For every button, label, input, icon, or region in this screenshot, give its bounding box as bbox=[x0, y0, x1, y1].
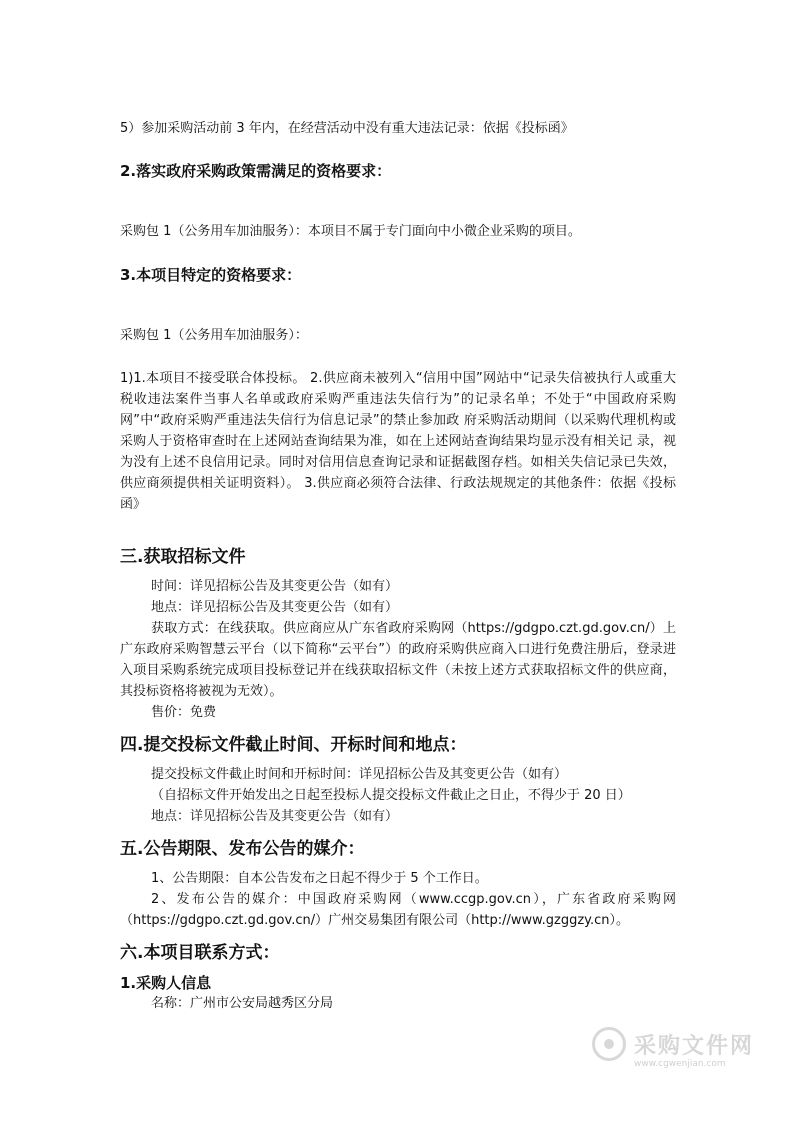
announcement-media: 2、发布公告的媒介：中国政府采购网（www.ccgp.gov.cn），广东省政府采购网（https://gdgpo.czt.gd.gov.cn/）广州交易集团有限公司（http://www.gzggzy.cn）。 bbox=[120, 892, 676, 928]
watermark bbox=[592, 1027, 762, 1073]
announcement-period: 1、公告期限：自本公告发布之日起不得少于 5 个工作日。 bbox=[151, 871, 488, 886]
watermark-logo-icon bbox=[592, 1027, 626, 1061]
get-docs-method: 获取方式：在线获取。供应商应从广东省政府采购网（https://gdgpo.czt.gd.gov.cn/）上广东政府采购智慧云平台（以下简称“云平台”）的政府采购供应商入口进行免费注册后，登录进入项目采购系统完成项目投标登记并在线获取招标文件（未按上述方式获取招标文件的供应商，其投标资格将被视为无效）。 bbox=[120, 621, 676, 699]
submission-note: （自招标文件开始发出之日起至投标人提交投标文件截止之日止，不得少于 20 日） bbox=[151, 788, 631, 803]
contact-heading: 六.本项目联系方式： bbox=[120, 943, 280, 963]
qualification-item-5: 5）参加采购活动前 3 年内，在经营活动中没有重大违法记录：依据《投标函》 bbox=[120, 121, 574, 136]
get-docs-price: 售价：免费 bbox=[151, 705, 217, 720]
purchaser-name: 名称：广州市公安局越秀区分局 bbox=[151, 996, 334, 1011]
get-docs-heading: 三.获取招标文件 bbox=[120, 547, 246, 567]
get-docs-place: 地点：详见招标公告及其变更公告（如有） bbox=[151, 600, 399, 615]
section-2-text: 采购包 1（公务用车加油服务）：本项目不属于专门面向中小微企业采购的项目。 bbox=[120, 224, 581, 239]
announcement-heading: 五.公告期限、发布公告的媒介： bbox=[120, 839, 365, 859]
section-2-heading: 2.落实政府采购政策需满足的资格要求： bbox=[120, 162, 392, 180]
section-3-text: 1)1.本项目不接受联合体投标。 2.供应商未被列入“信用中国”网站中“记录失信被执行人或重大税收违法案件当事人名单或政府采购严重违法失信行为”的记录名单；不处于“中国政府采购网”中“政府采购严重违法失信行为信息记录”的禁止参加政 府采购活动期间（以采购代理机构或采购人于资格审查时在上述网站查询结果为准，如在上述网站查询结果均显示没有相关记 录，视为没有上述不良信用记录。同时对信用信息查询记录和证据截图存档。如相关失信记录已失效，供应商须提供相关证明资料）。 3.供应商必须符合法律、行政法规规定的其他条件：依据《投标函》 bbox=[120, 371, 676, 512]
section-3-package: 采购包 1（公务用车加油服务）： bbox=[120, 328, 308, 343]
watermark-text: 采购文件网 bbox=[634, 1034, 755, 1059]
submission-heading: 四.提交投标文件截止时间、开标时间和地点： bbox=[120, 735, 467, 755]
get-docs-time: 时间：详见招标公告及其变更公告（如有） bbox=[151, 579, 399, 594]
watermark-url: www.cgwenjian.com bbox=[634, 1059, 726, 1069]
submission-deadline: 提交投标文件截止时间和开标时间：详见招标公告及其变更公告（如有） bbox=[151, 767, 568, 782]
section-3-heading: 3.本项目特定的资格要求： bbox=[120, 266, 302, 284]
purchaser-info-heading: 1.采购人信息 bbox=[120, 974, 212, 992]
submission-place: 地点：详见招标公告及其变更公告（如有） bbox=[151, 809, 399, 824]
